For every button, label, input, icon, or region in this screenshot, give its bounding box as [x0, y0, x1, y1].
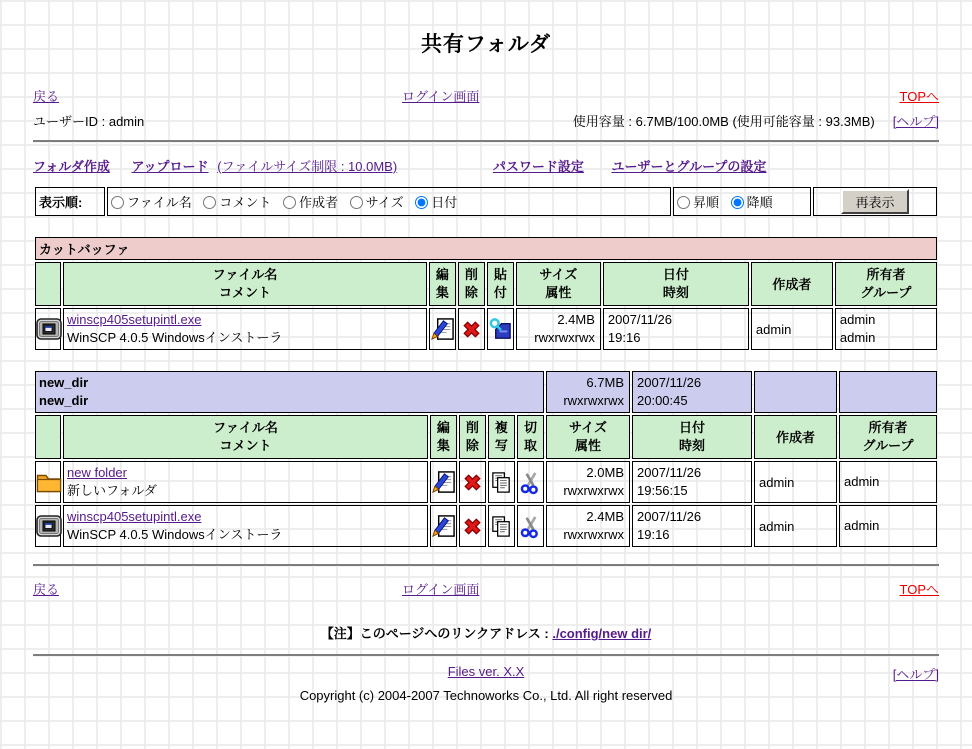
date-time-header: 日付 時刻 [603, 262, 749, 306]
user-info-row [33, 110, 939, 130]
file-name-link[interactable]: winscp405setupintl.exe [67, 312, 202, 327]
time-value: 19:16 [637, 527, 670, 542]
sort-field-date[interactable]: 日付 [415, 195, 457, 210]
dir-time-value: 20:00:45 [637, 393, 688, 408]
top-link[interactable]: TOPへ [899, 89, 939, 104]
icon-column-header [35, 262, 61, 306]
cut-icon[interactable] [518, 470, 543, 495]
copy-icon[interactable] [489, 514, 514, 539]
version-row [33, 664, 939, 684]
sort-field-date-radio[interactable] [415, 196, 428, 209]
back-link[interactable]: 戻る [33, 89, 60, 104]
edit-header: 編 集 [430, 415, 457, 459]
edit-icon[interactable] [431, 470, 456, 495]
delete-header: 削 除 [458, 262, 485, 306]
table-row [35, 461, 937, 503]
dir-date-value: 2007/11/26 [637, 375, 702, 390]
divider [33, 654, 939, 657]
sort-field-comment[interactable]: コメント [203, 195, 271, 210]
owner-value: admin [844, 518, 880, 533]
paste-header: 貼 付 [487, 262, 514, 306]
sort-field-creator[interactable]: 作成者 [283, 195, 338, 210]
sort-field-comment-radio[interactable] [203, 196, 216, 209]
divider [33, 140, 939, 143]
users-groups-link[interactable]: ユーザーとグループの設定 [611, 159, 767, 174]
size-value: 2.0MB [586, 465, 624, 480]
file-name-link[interactable]: new folder [67, 465, 127, 480]
sort-asc[interactable]: 昇順 [677, 195, 719, 210]
copy-header: 複 写 [488, 415, 515, 459]
bottom-nav [33, 579, 939, 599]
current-dir-table [33, 369, 939, 549]
current-dir-summary-row [35, 371, 937, 413]
owner-value: admin [839, 312, 876, 327]
dir-attr-value: rwxrwxrwx [563, 393, 624, 408]
folder-icon [36, 471, 62, 493]
file-comment: WinSCP 4.0.5 Windowsインストーラ [67, 330, 283, 345]
upload-link[interactable]: アップロード [131, 159, 209, 174]
current-dir-name: new_dir [39, 375, 89, 390]
delete-header: 削 除 [459, 415, 486, 459]
sort-desc-radio[interactable] [731, 196, 744, 209]
sort-field-creator-radio[interactable] [283, 196, 296, 209]
date-value: 2007/11/26 [637, 509, 702, 524]
login-link[interactable]: ログイン画面 [402, 89, 480, 104]
refresh-button[interactable]: 再表示 [841, 189, 908, 214]
cut-buffer-table [33, 235, 939, 352]
sort-field-filename[interactable]: ファイル名 [111, 195, 192, 210]
size-value: 2.4MB [586, 509, 624, 524]
sort-field-group [107, 187, 671, 216]
size-attr-header: サイズ 属性 [516, 262, 601, 306]
divider [33, 564, 939, 567]
delete-icon[interactable] [460, 470, 485, 495]
date-time-header: 日付 時刻 [632, 415, 752, 459]
user-id-label: ユーザーID : admin [33, 113, 145, 129]
action-menu [33, 156, 939, 176]
shared-folder-page [0, 28, 972, 703]
attr-value: rwxrwxrwx [534, 330, 595, 345]
help-link[interactable]: [ヘルプ] [892, 667, 939, 682]
sort-order-label: 表示順: [35, 187, 105, 216]
version-link[interactable]: Files ver. X.X [447, 664, 525, 679]
exe-file-icon [36, 317, 62, 341]
creator-value: admin [759, 474, 795, 490]
back-link[interactable]: 戻る [33, 582, 60, 597]
delete-icon[interactable] [460, 514, 485, 539]
creator-header: 作成者 [751, 262, 833, 306]
date-value: 2007/11/26 [607, 312, 673, 327]
creator-value: admin [759, 518, 795, 534]
copyright-text: Copyright (c) 2004-2007 Technoworks Co., Ltd. All right reserved [299, 688, 673, 703]
creator-value: admin [755, 321, 792, 337]
file-comment: WinSCP 4.0.5 Windowsインストーラ [67, 527, 283, 542]
edit-icon[interactable] [431, 514, 456, 539]
attr-value: rwxrwxrwx [563, 527, 624, 542]
copy-icon[interactable] [489, 470, 514, 495]
dir-size-value: 6.7MB [586, 375, 624, 390]
icon-column-header [35, 415, 61, 459]
group-value: admin [839, 330, 876, 345]
note-link[interactable]: ./config/new dir/ [552, 626, 652, 641]
date-value: 2007/11/26 [637, 465, 702, 480]
sort-order-form [33, 185, 939, 218]
usage-label: 使用容量 : 6.7MB/100.0MB (使用可能容量 : 93.3MB) [572, 113, 875, 129]
help-link[interactable]: [ヘルプ] [892, 113, 939, 129]
cut-header: 切 取 [517, 415, 544, 459]
page-title: 共有フォルダ [420, 33, 552, 56]
file-comment: 新しいフォルダ [67, 483, 157, 498]
sort-desc[interactable]: 降順 [731, 195, 773, 210]
cut-icon[interactable] [518, 514, 543, 539]
sort-field-size-radio[interactable] [350, 196, 363, 209]
filename-comment-header: ファイル名 コメント [63, 415, 428, 459]
file-name-link[interactable]: winscp405setupintl.exe [67, 509, 202, 524]
sort-asc-radio[interactable] [677, 196, 690, 209]
edit-icon[interactable] [430, 317, 455, 342]
cut-buffer-title: カットバッファ [35, 237, 937, 260]
upload-limit-label[interactable]: (ファイルサイズ制限 : 10.0MB) [217, 159, 398, 174]
owner-group-header: 所有者 グループ [839, 415, 937, 459]
owner-group-header: 所有者 グループ [835, 262, 937, 306]
top-nav [33, 86, 939, 106]
note-label: 【注】このページへのリンクアドレス : [320, 626, 553, 641]
creator-header: 作成者 [754, 415, 837, 459]
filename-comment-header: ファイル名 コメント [63, 262, 427, 306]
delete-icon[interactable] [459, 317, 484, 342]
table-row [35, 505, 937, 547]
paste-icon[interactable] [488, 317, 513, 342]
size-attr-header: サイズ 属性 [546, 415, 630, 459]
sort-field-size[interactable]: サイズ [350, 195, 404, 210]
time-value: 19:16 [607, 330, 641, 345]
sort-field-filename-radio[interactable] [111, 196, 124, 209]
exe-file-icon [36, 514, 62, 538]
edit-header: 編 集 [429, 262, 456, 306]
attr-value: rwxrwxrwx [563, 483, 624, 498]
size-value: 2.4MB [557, 312, 595, 327]
create-folder-link[interactable]: フォルダ作成 [33, 159, 110, 174]
cut-buffer-row [35, 308, 937, 350]
top-link[interactable]: TOPへ [899, 582, 939, 597]
time-value: 19:56:15 [637, 483, 688, 498]
page-link-note [33, 623, 939, 643]
owner-value: admin [844, 474, 880, 489]
sort-direction-group [673, 187, 811, 216]
current-dir-name-cell [35, 371, 544, 413]
login-link[interactable]: ログイン画面 [402, 582, 480, 597]
current-dir-comment: new_dir [39, 393, 89, 408]
password-link[interactable]: パスワード設定 [492, 159, 584, 174]
